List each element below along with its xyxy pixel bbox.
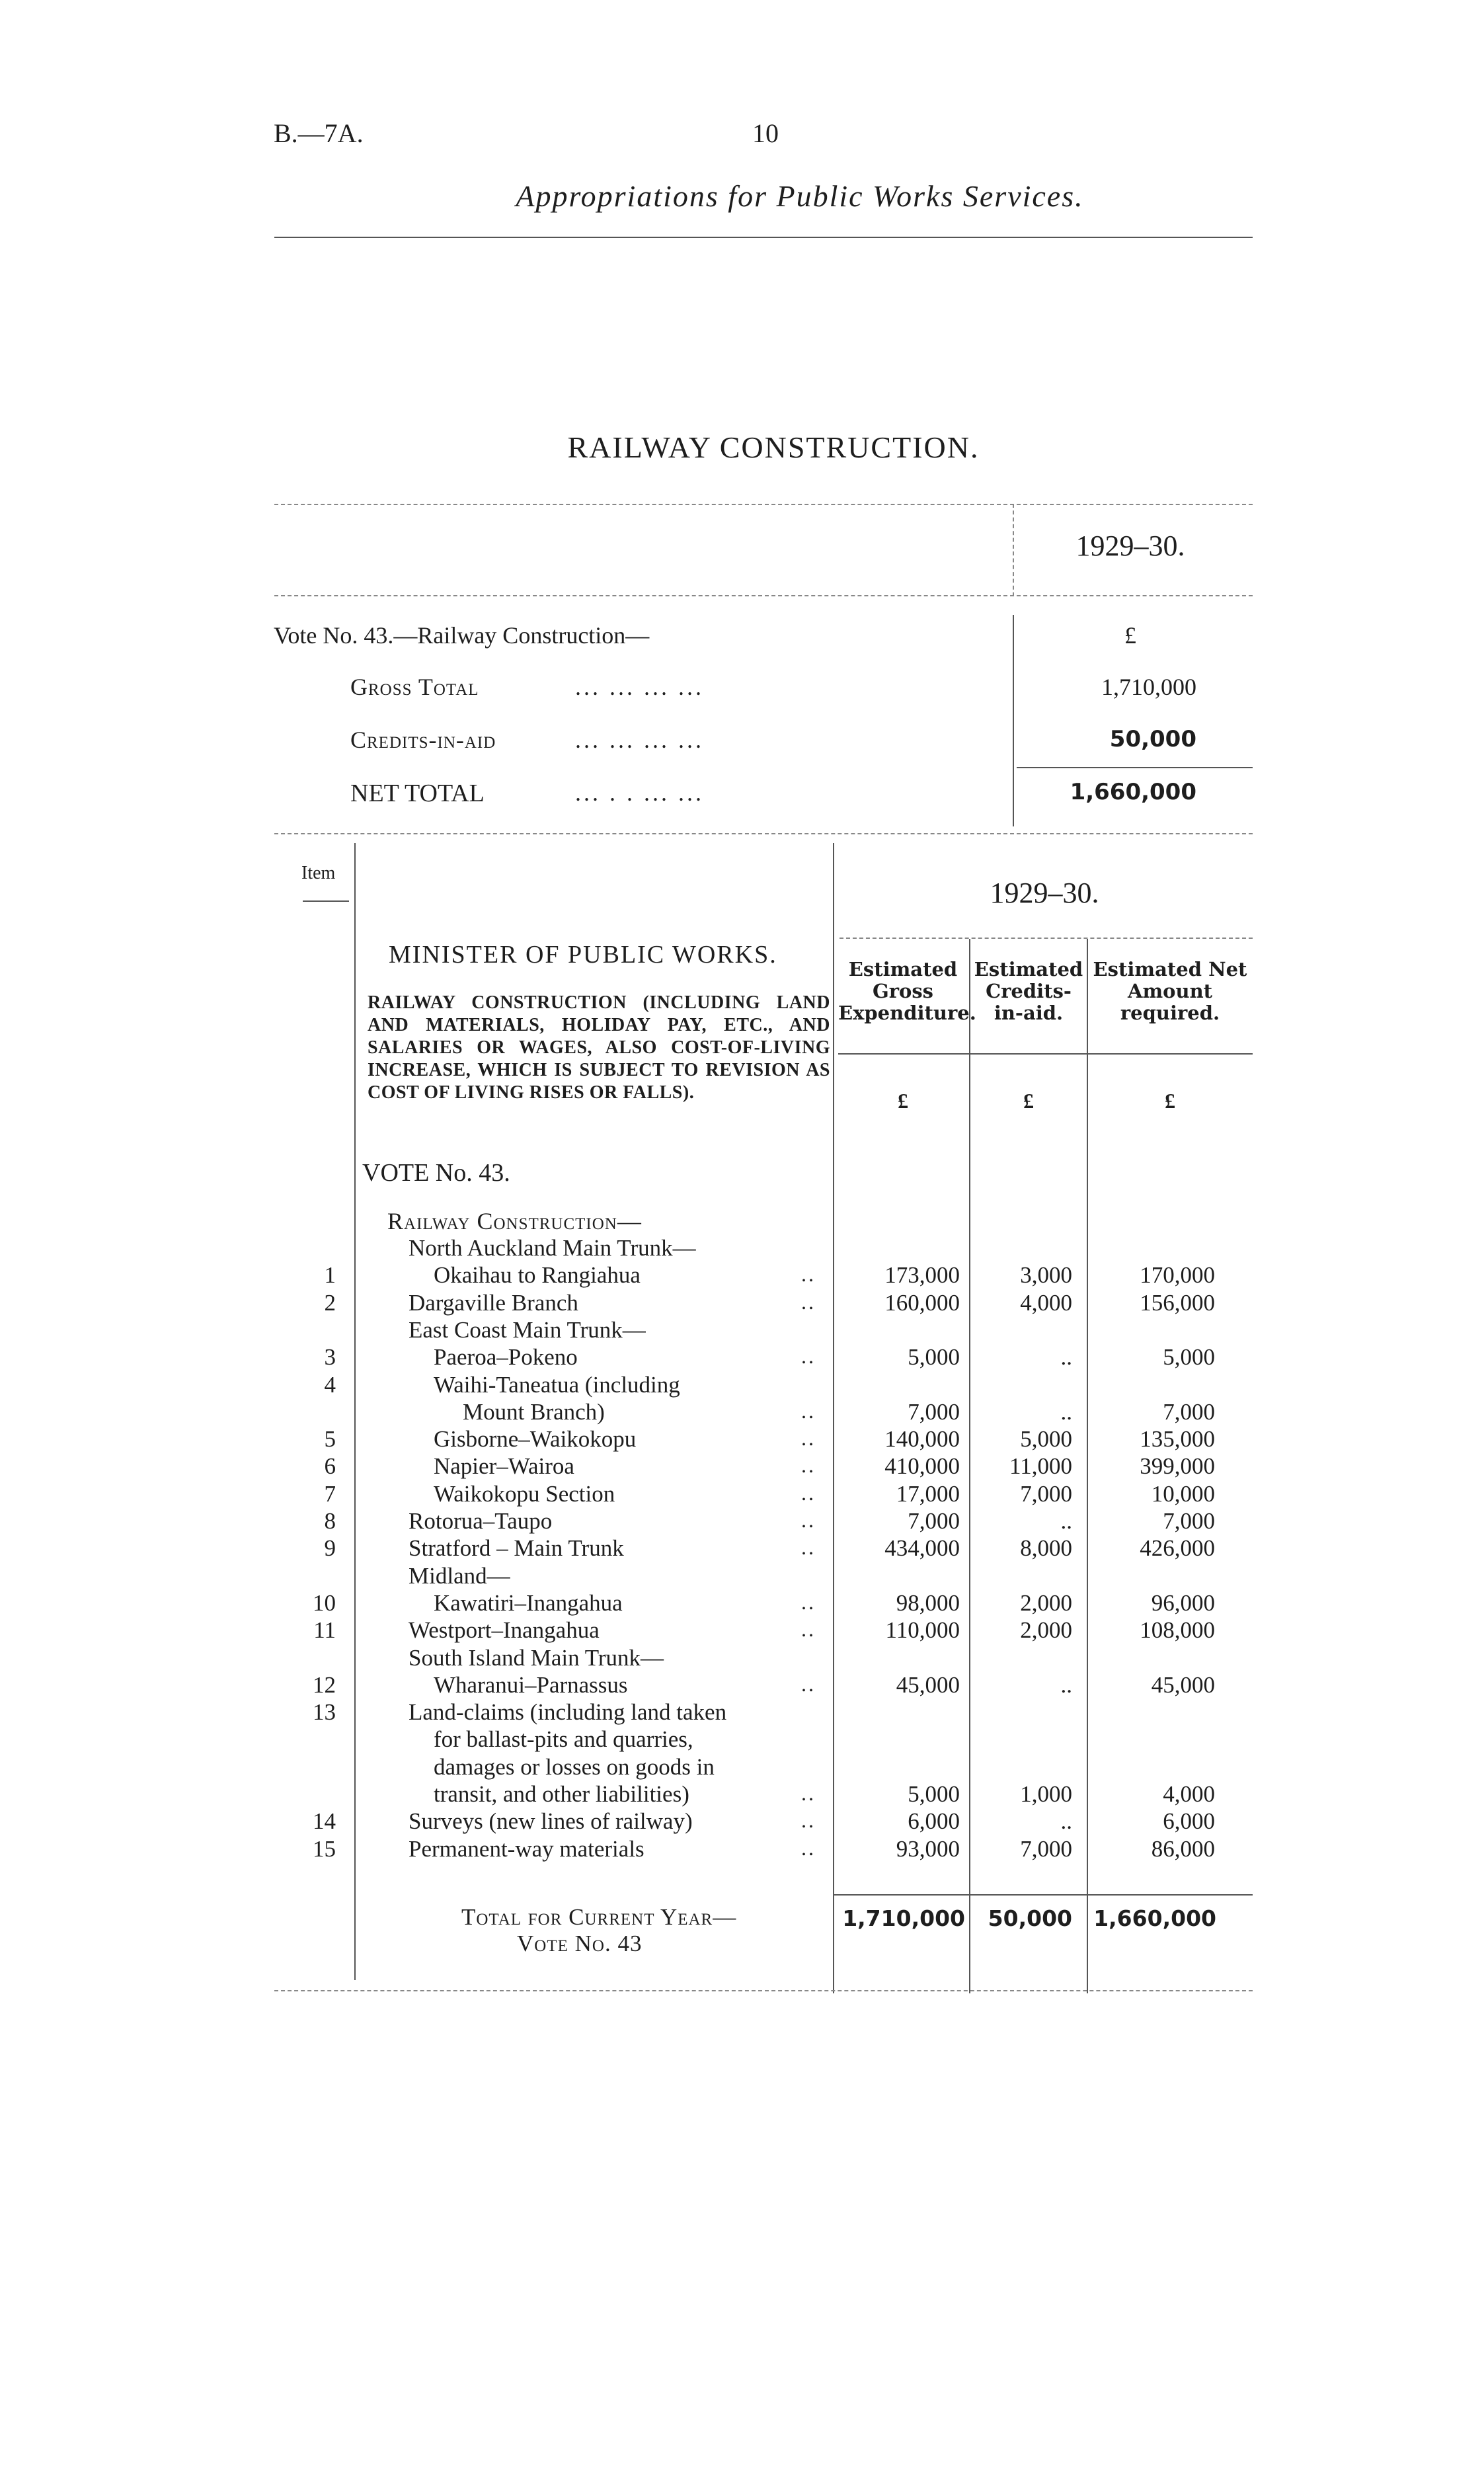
net-amount-header: Estimated Net Amount required.	[1093, 958, 1247, 1024]
dot-leader: ..	[801, 1262, 816, 1286]
credits-in-aid-leader: ... ... ... ...	[575, 727, 704, 753]
net-value: 170,000	[1140, 1262, 1215, 1288]
item-number: 4	[324, 1372, 336, 1398]
net-value: 45,000	[1151, 1672, 1215, 1698]
page-title: RAILWAY CONSTRUCTION.	[567, 430, 980, 464]
credits-in-aid-label: Credits-in-aid	[350, 727, 496, 753]
item-number: 13	[313, 1699, 336, 1725]
header-rule	[274, 237, 1253, 238]
credits-value: ..	[1060, 1344, 1072, 1370]
net-value: 156,000	[1140, 1290, 1215, 1316]
document-reference: B.—7A.	[274, 118, 364, 148]
net-value: 96,000	[1151, 1590, 1215, 1616]
row-label: East Coast Main Trunk—	[409, 1317, 646, 1343]
summary-subtotal-rule	[1017, 767, 1253, 768]
summary-bottom-rule	[274, 833, 1253, 834]
credits-in-aid-value: 50,000	[1109, 726, 1196, 752]
row-label: Napier–Wairoa	[434, 1453, 574, 1479]
row-label: Wharanui–Parnassus	[434, 1672, 628, 1698]
row-label: transit, and other liabilities)	[434, 1781, 689, 1807]
net-total-value: 1,660,000	[1070, 779, 1196, 805]
item-number: 10	[313, 1590, 336, 1616]
gross-value: 45,000	[896, 1672, 960, 1698]
summary-col-divider	[1013, 504, 1014, 596]
item-number: 11	[313, 1617, 336, 1643]
net-value: 4,000	[1163, 1781, 1215, 1807]
row-label: South Island Main Trunk—	[409, 1645, 664, 1671]
total-rule	[834, 1894, 1253, 1896]
row-label: Westport–Inangahua	[409, 1617, 600, 1643]
dot-leader: ..	[801, 1399, 816, 1423]
dot-leader: ..	[801, 1535, 816, 1559]
gross-value: 410,000	[884, 1453, 960, 1479]
dot-leader: ..	[801, 1672, 816, 1696]
item-number: 1	[324, 1262, 336, 1288]
row-label: Stratford – Main Trunk	[409, 1535, 624, 1561]
year-rule	[840, 938, 1253, 939]
summary-vote-label: Vote No. 43.—Railway Construction—	[274, 622, 650, 649]
gross-total-label: Gross Total	[350, 674, 479, 700]
credits-in-aid-header: Estimated Credits-in-aid.	[974, 958, 1083, 1024]
summary-value-divider	[1013, 615, 1014, 826]
summary-year: 1929–30.	[1075, 530, 1185, 562]
credits-value: 11,000	[1009, 1453, 1072, 1479]
credits-value: 3,000	[1020, 1262, 1072, 1288]
row-label: Gisborne–Waikokopu	[434, 1426, 637, 1452]
gross-value: 5,000	[908, 1344, 960, 1370]
gross-value: 5,000	[908, 1781, 960, 1807]
gross-currency: £	[898, 1089, 908, 1113]
row-label: Kawatiri–Inangahua	[434, 1590, 623, 1616]
row-label: Land-claims (including land taken	[409, 1699, 727, 1725]
credits-value: 1,000	[1020, 1781, 1072, 1807]
summary-currency: £	[1124, 622, 1136, 649]
summary-top-rule	[274, 504, 1253, 505]
item-number: 2	[324, 1290, 336, 1316]
gross-value: 110,000	[885, 1617, 960, 1643]
total-credits: 50,000	[988, 1905, 1072, 1931]
total-net: 1,660,000	[1093, 1905, 1216, 1931]
item-number: 15	[313, 1836, 336, 1862]
table-bottom-rule	[274, 1990, 1253, 1991]
item-header: Item	[301, 863, 336, 883]
row-label: Paeroa–Pokeno	[434, 1344, 578, 1370]
total-gross: 1,710,000	[842, 1905, 965, 1931]
credits-value: ..	[1060, 1672, 1072, 1698]
gross-expenditure-header: Estimated Gross Expenditure.	[838, 958, 976, 1024]
credits-value: 2,000	[1020, 1590, 1072, 1616]
row-label: Waihi-Taneatua (including	[434, 1372, 680, 1398]
net-value: 399,000	[1140, 1453, 1215, 1479]
gross-value: 6,000	[908, 1808, 960, 1834]
item-number: 12	[313, 1672, 336, 1698]
net-total-leader: ... . . ... ...	[575, 779, 704, 806]
credits-col-divider	[1087, 939, 1088, 1993]
gross-value: 98,000	[896, 1590, 960, 1616]
vote-description: RAILWAY CONSTRUCTION (INCLUDING LAND AND MATERIALS, HOLIDAY PAY, ETC., AND SALARIES OR WAGES, ALSO COST-OF-LIVING INCREASE, WHICH IS SUBJECT TO REVISION AS COST OF LIVING RISES OR FALLS).	[368, 992, 830, 1103]
gross-value: 173,000	[884, 1262, 960, 1288]
row-label: Rotorua–Taupo	[409, 1508, 553, 1534]
item-number: 7	[324, 1481, 336, 1507]
row-label: Surveys (new lines of railway)	[409, 1808, 693, 1834]
item-number: 14	[313, 1808, 336, 1834]
minister-heading: MINISTER OF PUBLIC WORKS.	[389, 941, 777, 969]
row-label: Waikokopu Section	[434, 1481, 615, 1507]
net-value: 10,000	[1151, 1481, 1215, 1507]
gross-value: 17,000	[896, 1481, 960, 1507]
dot-leader: ..	[801, 1290, 816, 1314]
credits-currency: £	[1023, 1089, 1034, 1113]
gross-value: 93,000	[896, 1836, 960, 1862]
net-value: 135,000	[1140, 1426, 1215, 1452]
row-label: Okaihau to Rangiahua	[434, 1262, 641, 1288]
summary-header-rule	[274, 595, 1253, 596]
net-value: 86,000	[1151, 1836, 1215, 1862]
dot-leader: ..	[801, 1453, 816, 1477]
item-number: 9	[324, 1535, 336, 1561]
row-label: damages or losses on goods in	[434, 1754, 715, 1780]
dot-leader: ..	[801, 1508, 816, 1532]
credits-value: 7,000	[1020, 1481, 1072, 1507]
dot-leader: ..	[801, 1481, 816, 1505]
item-number: 3	[324, 1344, 336, 1370]
net-value: 426,000	[1140, 1535, 1215, 1561]
credits-value: 5,000	[1020, 1426, 1072, 1452]
vote-number-heading: VOTE No. 43.	[362, 1159, 510, 1187]
credits-value: 8,000	[1020, 1535, 1072, 1561]
col-header-rule	[838, 1053, 1253, 1055]
item-col-divider	[354, 843, 356, 1980]
net-value: 108,000	[1140, 1617, 1215, 1643]
gross-value: 160,000	[884, 1290, 960, 1316]
dot-leader: ..	[801, 1590, 816, 1614]
dot-leader: ..	[801, 1617, 816, 1641]
gross-value: 140,000	[884, 1426, 960, 1452]
total-label-line-1: Total for Current Year—	[461, 1904, 737, 1930]
gross-total-value: 1,710,000	[1101, 674, 1196, 700]
net-currency: £	[1165, 1089, 1175, 1113]
dot-leader: ..	[801, 1781, 816, 1805]
total-label-line-2: Vote No. 43	[517, 1931, 643, 1956]
dot-leader: ..	[801, 1344, 816, 1368]
row-label: Mount Branch)	[463, 1399, 605, 1425]
credits-value: 2,000	[1020, 1617, 1072, 1643]
net-value: 7,000	[1163, 1508, 1215, 1534]
net-value: 6,000	[1163, 1808, 1215, 1834]
item-number: 6	[324, 1453, 336, 1479]
row-label: for ballast-pits and quarries,	[434, 1726, 693, 1752]
credits-value: ..	[1060, 1808, 1072, 1834]
dot-leader: ..	[801, 1426, 816, 1450]
credits-value: ..	[1060, 1399, 1072, 1425]
gross-value: 434,000	[884, 1535, 960, 1561]
dot-leader: ..	[801, 1808, 816, 1832]
net-total-label: NET TOTAL	[350, 779, 485, 807]
row-label: Permanent-way materials	[409, 1836, 644, 1862]
row-label: North Auckland Main Trunk—	[409, 1235, 696, 1261]
credits-value: 4,000	[1020, 1290, 1072, 1316]
gross-value: 7,000	[908, 1508, 960, 1534]
row-label: Dargaville Branch	[409, 1290, 578, 1316]
net-value: 5,000	[1163, 1344, 1215, 1370]
section-heading: Railway Construction—	[387, 1208, 642, 1234]
page-number: 10	[752, 118, 779, 148]
credits-value: ..	[1060, 1508, 1072, 1534]
row-label: Midland—	[409, 1563, 510, 1589]
item-number: 5	[324, 1426, 336, 1452]
dot-leader: ..	[801, 1836, 816, 1860]
credits-value: 7,000	[1020, 1836, 1072, 1862]
item-number: 8	[324, 1508, 336, 1534]
gross-col-divider	[969, 939, 970, 1993]
item-header-rule	[303, 900, 349, 902]
detail-year: 1929–30.	[990, 877, 1099, 909]
running-title: Appropriations for Public Works Services.	[516, 179, 1084, 213]
net-value: 7,000	[1163, 1399, 1215, 1425]
gross-total-leader: ... ... ... ...	[575, 674, 704, 700]
gross-value: 7,000	[908, 1399, 960, 1425]
